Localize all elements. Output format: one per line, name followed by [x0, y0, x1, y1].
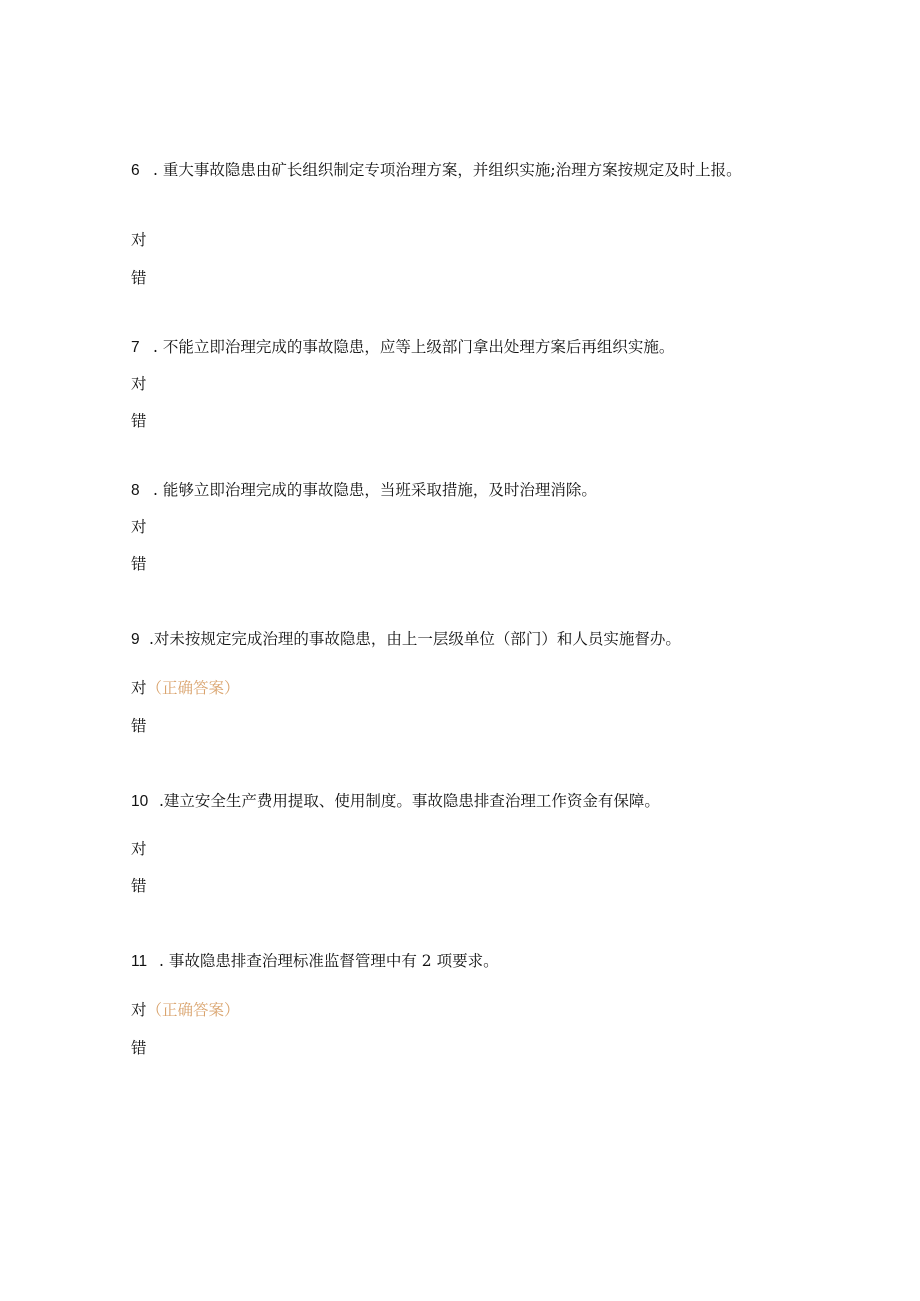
- question-text: . 事故隐患排查治理标准监督管理中有 2 项要求。: [159, 952, 499, 970]
- option-label: 错: [131, 269, 147, 287]
- option-true[interactable]: [131, 230, 147, 250]
- question-9: [131, 626, 781, 653]
- question-8: [131, 477, 781, 504]
- question-text: .建立安全生产费用提取、使用制度。事故隐患排查治理工作资金有保障。: [159, 792, 660, 810]
- option-true[interactable]: [131, 374, 147, 394]
- option-label: 对: [131, 679, 147, 697]
- question-number: 9: [131, 631, 140, 648]
- question-7: [131, 334, 781, 361]
- question-text: . 重大事故隐患由矿长组织制定专项治理方案，并组织实施;治理方案按规定及时上报。: [153, 161, 742, 179]
- correct-answer-note: （正确答案）: [146, 679, 240, 697]
- question-number: 8: [131, 482, 140, 499]
- option-true[interactable]: [131, 1000, 240, 1020]
- option-false[interactable]: [131, 716, 147, 736]
- option-false[interactable]: [131, 1038, 147, 1058]
- option-false[interactable]: [131, 411, 147, 431]
- option-true[interactable]: [131, 839, 147, 859]
- option-label: 错: [131, 555, 147, 573]
- option-true[interactable]: [131, 678, 240, 698]
- option-label: 对: [131, 1001, 147, 1019]
- option-label: 错: [131, 412, 147, 430]
- option-label: 错: [131, 717, 147, 735]
- question-10: [131, 788, 781, 815]
- option-false[interactable]: [131, 554, 147, 574]
- option-label: 错: [131, 877, 147, 895]
- question-number: 7: [131, 339, 140, 356]
- option-label: 错: [131, 1039, 147, 1057]
- question-11: [131, 948, 781, 975]
- option-label: 对: [131, 231, 147, 249]
- question-number: 10: [131, 793, 149, 810]
- question-number: 11: [131, 953, 148, 970]
- correct-answer-note: （正确答案）: [146, 1001, 240, 1019]
- option-true[interactable]: [131, 517, 147, 537]
- question-text: . 能够立即治理完成的事故隐患，当班采取措施，及时治理消除。: [153, 481, 597, 499]
- question-6: [131, 157, 781, 184]
- option-false[interactable]: [131, 876, 147, 896]
- question-text: . 不能立即治理完成的事故隐患，应等上级部门拿出处理方案后再组织实施。: [153, 338, 675, 356]
- option-label: 对: [131, 375, 147, 393]
- question-text: .对未按规定完成治理的事故隐患，由上一层级单位（部门）和人员实施督办。: [149, 630, 681, 648]
- question-number: 6: [131, 162, 140, 179]
- option-false[interactable]: [131, 268, 147, 288]
- option-label: 对: [131, 518, 147, 536]
- option-label: 对: [131, 840, 147, 858]
